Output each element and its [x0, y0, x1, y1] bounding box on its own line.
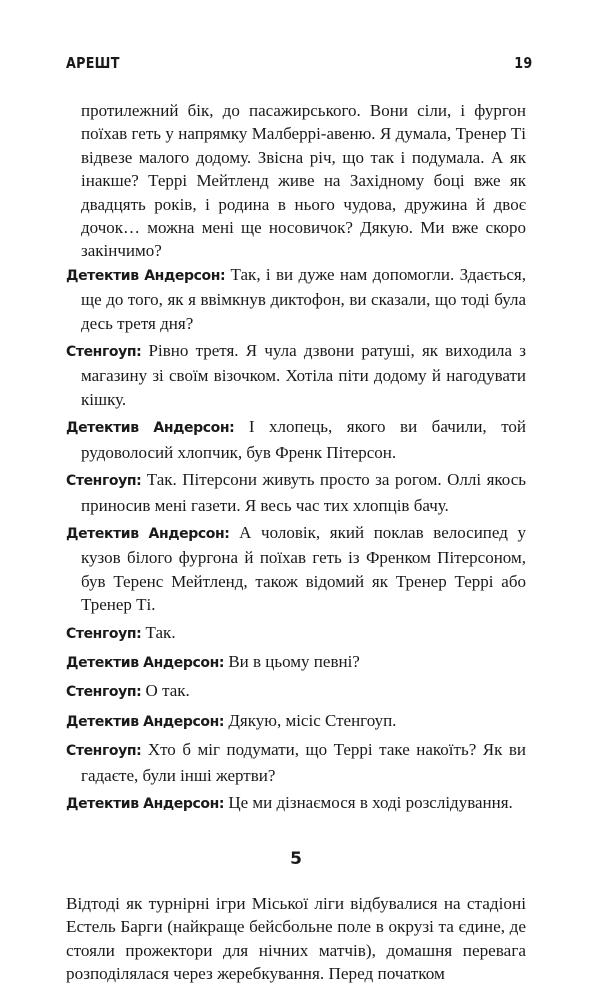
dialogue-line	[66, 738, 526, 787]
speaker-name: Детектив Андерсон:	[66, 525, 230, 542]
dialogue-line	[66, 263, 526, 335]
speaker-name: Стенгоуп:	[66, 625, 142, 642]
page-body	[66, 99, 526, 985]
dialogue-text: Це ми дізнаємося в ході розслідування.	[228, 792, 513, 812]
chapter-number: 5	[290, 849, 302, 870]
dialogue-text: Дякую, місіс Стенгоуп.	[228, 710, 397, 730]
speaker-name: Стенгоуп:	[66, 473, 142, 490]
speaker-name: Детектив Андерсон:	[66, 420, 235, 437]
continued-paragraph: протилежний бік, до пасажирського. Вони сіли, і фургон поїхав геть у напрямку Малберрі-авеню. Я думала, Тренер Ті відвезе малого додому. Звісна річ, що так і подумала. А як інакше? Террі Мейтленд живе на Західному боці вже як двадцять років, і родина в нього чудова, дружина й двоє дочок… можна мені ще носовичок? Дякую. Ми вже скоро закінчимо?	[81, 101, 526, 261]
dialogue-line	[66, 621, 526, 646]
dialogue-line	[66, 650, 526, 675]
speaker-name: Стенгоуп:	[66, 344, 142, 361]
dialogue-line	[66, 415, 526, 464]
running-title: АРЕШТ	[66, 54, 120, 72]
dialogue-list	[66, 263, 526, 817]
dialogue-line	[66, 679, 526, 704]
dialogue-text: А чоловік, який поклав велосипед у кузов білого фургона й поїхав геть із Френком Пітерсоном, був Теренс Мейтленд, також відомий як Тренер Террі або Тренер Ті.	[81, 522, 527, 615]
dialogue-line	[66, 709, 526, 734]
dialogue-line	[66, 468, 526, 517]
dialogue-text: Так, і ви дуже нам допомогли. Здається, ще до того, як я ввімкнув диктофон, ви сказали, що тоді була десь третя дня?	[81, 264, 526, 333]
dialogue-text: І хлопець, якого ви бачили, той рудоволосий хлопчик, був Френк Пітерсон.	[81, 417, 526, 462]
dialogue-line	[66, 791, 526, 816]
speaker-name: Детектив Андерсон:	[66, 267, 226, 284]
speaker-name: Стенгоуп:	[66, 684, 142, 701]
dialogue-text: Рівно третя. Я чула дзвони ратуші, як виходила з магазину зі своїм візочком. Хотіла піти додому й нагодувати кішку.	[81, 341, 527, 409]
dialogue-text: Так.	[145, 622, 176, 642]
page-number: 19	[513, 54, 532, 72]
dialogue-text: Ви в цьому певні?	[228, 651, 360, 671]
speaker-name: Детектив Андерсон:	[66, 654, 225, 671]
dialogue-text: Так. Пітерсони живуть просто за рогом. Оллі якось приносив мені газети. Я весь час тих хлопців бачу.	[81, 470, 527, 515]
speaker-name: Стенгоуп:	[66, 743, 142, 760]
page-header	[66, 54, 532, 78]
speaker-name: Детектив Андерсон:	[66, 795, 225, 812]
dialogue-text: О так.	[145, 681, 190, 701]
speaker-name: Детектив Андерсон:	[66, 713, 225, 730]
narrative-paragraph: Відтоді як турнірні ігри Міської ліги відбувалися на стадіоні Естель Барги (найкраще бейсбольне поле в окрузі та єдине, де стояли прожектори для нічних матчів), домашня перевага розподілялася через жеребкування. Перед початком	[66, 893, 526, 983]
dialogue-line	[66, 521, 526, 617]
dialogue-text: Хто б міг подумати, що Террі таке накоїть? Як ви гадаєте, були інші жертви?	[81, 740, 527, 785]
dialogue-line	[66, 339, 526, 411]
